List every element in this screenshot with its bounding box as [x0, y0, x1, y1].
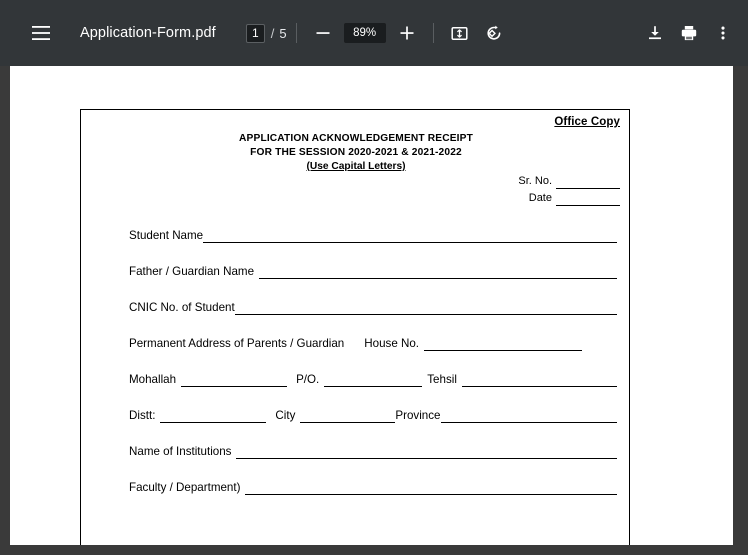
- serial-number-row: [430, 173, 620, 189]
- date-blank[interactable]: [556, 194, 620, 206]
- city-label: City: [275, 409, 296, 422]
- file-name-label: Application-Form.pdf: [80, 25, 216, 41]
- toolbar-divider: [296, 23, 297, 43]
- field-row-mohallah: [129, 351, 617, 387]
- house-no-blank[interactable]: [424, 338, 582, 351]
- tehsil-label: Tehsil: [427, 373, 457, 386]
- toolbar-left-group: [0, 16, 216, 50]
- hamburger-menu-icon[interactable]: [24, 16, 58, 50]
- more-vertical-icon[interactable]: [706, 16, 740, 50]
- download-icon[interactable]: [638, 16, 672, 50]
- document-title-line-3: (Use Capital Letters): [306, 161, 406, 172]
- viewer-left-gutter: [0, 66, 9, 555]
- mohallah-label: Mohallah: [129, 373, 177, 386]
- serial-number-label: Sr. No.: [518, 175, 552, 187]
- field-row-father-guardian-name: [129, 243, 617, 279]
- serial-number-blank[interactable]: [556, 177, 620, 189]
- father-guardian-name-label: Father / Guardian Name: [129, 265, 255, 278]
- form-fields-list: [129, 207, 617, 495]
- distt-label: Distt:: [129, 409, 156, 422]
- father-guardian-name-blank[interactable]: [259, 266, 617, 279]
- pdf-page-1: [10, 66, 733, 545]
- field-row-distt: [129, 387, 617, 423]
- zoom-in-button[interactable]: [390, 16, 424, 50]
- po-label: P/O.: [296, 373, 320, 386]
- page-total-label: 5: [279, 25, 287, 41]
- cnic-no-of-student-blank[interactable]: [235, 302, 617, 315]
- mohallah-blank[interactable]: [181, 374, 287, 387]
- field-row-student-name: [129, 207, 617, 243]
- field-row-permanent-address: [129, 315, 617, 351]
- name-of-institutions-blank[interactable]: [236, 446, 617, 459]
- pdf-viewer-canvas[interactable]: [0, 66, 748, 555]
- toolbar-divider-2: [433, 23, 434, 43]
- fit-to-page-icon[interactable]: [443, 16, 477, 50]
- form-outline-box: [80, 109, 630, 545]
- date-label: Date: [528, 192, 552, 204]
- document-title-block: [81, 132, 631, 174]
- serial-and-date-block: [430, 173, 620, 207]
- page-number-input[interactable]: [246, 24, 265, 43]
- document-title-line-2: FOR THE SESSION 2020-2021 & 2021-2022: [250, 147, 462, 158]
- po-blank[interactable]: [324, 374, 422, 387]
- viewer-right-gutter: [733, 66, 748, 555]
- province-blank[interactable]: [441, 410, 618, 423]
- house-no-label: House No.: [364, 337, 420, 350]
- name-of-institutions-label: Name of Institutions: [129, 445, 232, 458]
- province-label: Province: [395, 409, 441, 422]
- toolbar-right-group: [638, 16, 740, 50]
- distt-blank[interactable]: [160, 410, 266, 423]
- city-blank[interactable]: [300, 410, 395, 423]
- student-name-blank[interactable]: [203, 230, 617, 243]
- zoom-controls: [306, 16, 424, 50]
- viewer-bottom-gutter: [0, 545, 748, 555]
- page-separator: /: [270, 25, 275, 41]
- zoom-level-display[interactable]: 89%: [344, 23, 386, 43]
- field-row-cnic-no-of-student: [129, 279, 617, 315]
- zoom-out-button[interactable]: [306, 16, 340, 50]
- date-row: [430, 190, 620, 206]
- field-row-name-of-institutions: [129, 423, 617, 459]
- page-indicator: [246, 24, 287, 43]
- rotate-counterclockwise-icon[interactable]: [477, 16, 511, 50]
- tehsil-blank[interactable]: [462, 374, 617, 387]
- toolbar-center-group: [234, 16, 638, 50]
- office-copy-label: Office Copy: [554, 116, 620, 128]
- permanent-address-label: Permanent Address of Parents / Guardian: [129, 337, 345, 350]
- print-icon[interactable]: [672, 16, 706, 50]
- document-title-line-1: APPLICATION ACKNOWLEDGEMENT RECEIPT: [239, 133, 473, 144]
- pdf-toolbar: [0, 0, 748, 66]
- faculty-department-blank[interactable]: [245, 482, 617, 495]
- student-name-label: Student Name: [129, 229, 204, 242]
- cnic-no-of-student-label: CNIC No. of Student: [129, 301, 235, 314]
- faculty-department-label: Faculty / Department): [129, 481, 241, 494]
- field-row-faculty-department: [129, 459, 617, 495]
